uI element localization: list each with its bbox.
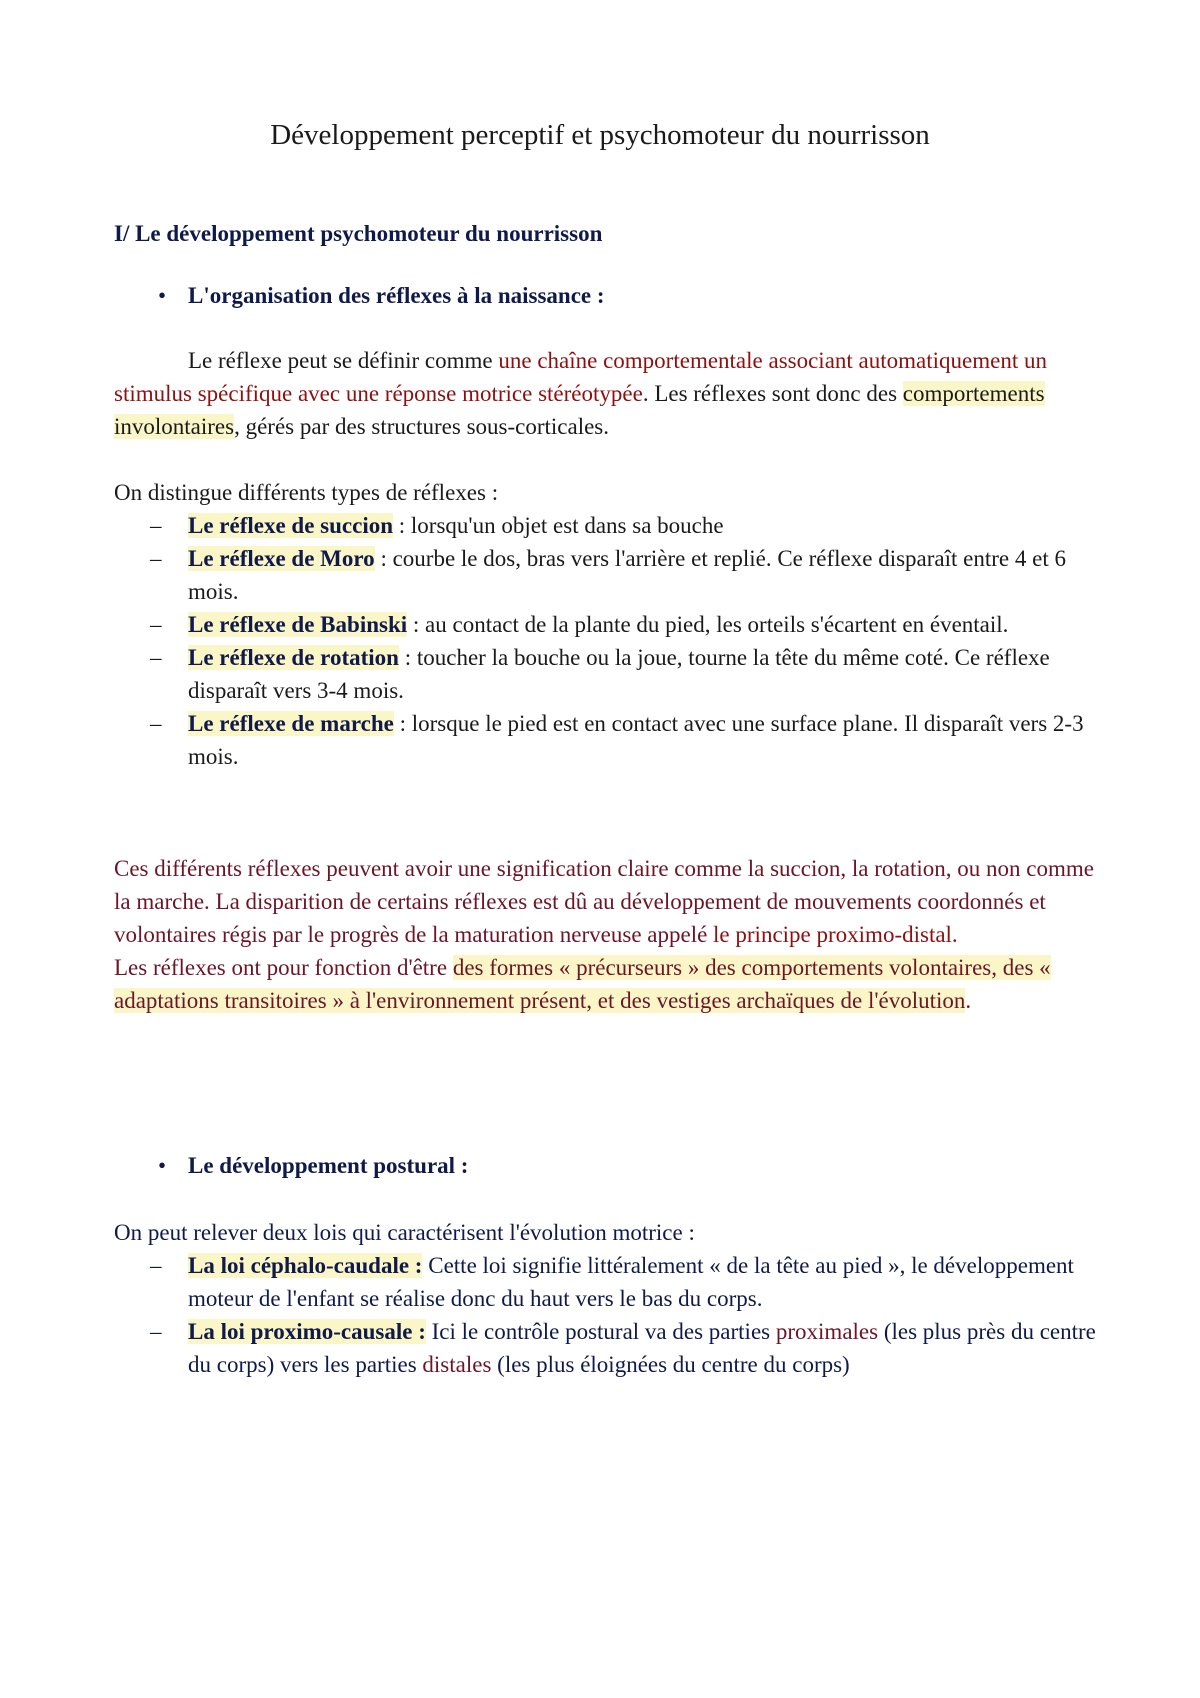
reflex-term: Le réflexe de rotation <box>188 645 399 670</box>
bullet-icon: • <box>158 1153 167 1178</box>
reflex-term: Le réflexe de Moro <box>188 546 375 571</box>
list-item <box>150 707 1110 773</box>
reflex-description: : lorsqu'un objet est dans sa bouche <box>393 513 724 538</box>
reflex-term: Le réflexe de marche <box>188 711 394 736</box>
key-concept: distales <box>422 1352 492 1377</box>
highlighted-definition: une chaîne comportementale associant automatiquement un stimulus spécifique avec une réponse motrice stéréotypée <box>114 348 1047 406</box>
page-title: Développement perceptif et psychomoteur du nourrisson <box>270 119 930 151</box>
reflex-term: Le réflexe de Babinski <box>188 612 408 637</box>
subheading-reflexes <box>158 280 605 312</box>
laws-list <box>150 1249 1110 1381</box>
reflex-description: : au contact de la plante du pied, les orteils s'écartent en éventail. <box>407 612 1009 637</box>
reflex-types-intro: On distingue différents types de réflexes : <box>114 480 499 505</box>
list-item <box>150 509 1110 542</box>
text-span: Les réflexes ont pour fonction d'être <box>114 955 453 980</box>
dash-icon: – <box>150 1253 162 1278</box>
subheading-postural <box>158 1150 468 1182</box>
law-description: (les plus éloignées du centre du corps) <box>491 1352 850 1377</box>
reflex-description: : toucher la bouche ou la joue, tourne la tête du même coté. Ce réflexe disparaît vers 3-4 mois. <box>188 645 1050 703</box>
reflex-term: Le réflexe de succion <box>188 513 394 538</box>
reflex-description: : courbe le dos, bras vers l'arrière et replié. Ce réflexe disparaît entre 4 et 6 mois. <box>188 546 1066 604</box>
dash-icon: – <box>150 546 162 571</box>
list-item <box>150 1249 1110 1315</box>
subheading-label: Le développement postural : <box>188 1153 469 1178</box>
highlighted-term: comportements involontaires <box>114 381 1045 439</box>
key-concept: proximales <box>775 1319 879 1344</box>
dash-icon: – <box>150 513 162 538</box>
dash-icon: – <box>150 612 162 637</box>
reflex-conclusion-paragraph <box>114 852 1104 1017</box>
text-span: Le réflexe peut se définir comme <box>188 348 499 373</box>
section-heading: I/ Le développement psychomoteur du nourrisson <box>114 221 603 246</box>
law-description: Cette loi signifie littéralement « de la tête au pied », le développement moteur de l'enfant se réalise donc du haut vers le bas du corps. <box>188 1253 1074 1311</box>
list-item <box>150 542 1110 608</box>
list-item <box>150 641 1110 707</box>
reflex-definition-paragraph <box>114 344 1104 443</box>
dash-icon: – <box>150 711 162 736</box>
key-concept: le principe proximo-distal. <box>713 922 958 947</box>
law-description: Ici le contrôle postural va des parties <box>425 1319 776 1344</box>
text-span: Ces différents réflexes peuvent avoir une signification claire comme la succion, la rotation, ou non comme la marche. La disparition de certains réflexes est dû au développement de mouvements coordonnés et volontaires régis par le progrès de la maturation nerveuse appelé <box>114 856 1094 947</box>
law-term: La loi céphalo-caudale : <box>188 1253 423 1278</box>
dash-icon: – <box>150 1319 162 1344</box>
text-span: , gérés par des structures sous-corticales. <box>234 414 609 439</box>
reflex-description: : lorsque le pied est en contact avec une surface plane. Il disparaît vers 2-3 mois. <box>188 711 1084 769</box>
subheading-label: L'organisation des réflexes à la naissance : <box>188 283 605 308</box>
reflex-list <box>150 509 1110 773</box>
laws-intro: On peut relever deux lois qui caractérisent l'évolution motrice : <box>114 1220 695 1245</box>
dash-icon: – <box>150 645 162 670</box>
law-description: (les plus près du centre du corps) vers les parties <box>188 1319 1096 1377</box>
text-span: . <box>965 988 972 1013</box>
highlighted-passage: des formes « précurseurs » des comportements volontaires, des « adaptations transitoires » à l'environnement présent, et des vestiges archaïques de l'évolution <box>114 955 1051 1013</box>
bullet-icon: • <box>158 283 167 308</box>
list-item <box>150 608 1110 641</box>
list-item <box>150 1315 1110 1381</box>
law-term: La loi proximo-causale : <box>188 1319 426 1344</box>
text-span: . Les réflexes sont donc des <box>642 381 903 406</box>
